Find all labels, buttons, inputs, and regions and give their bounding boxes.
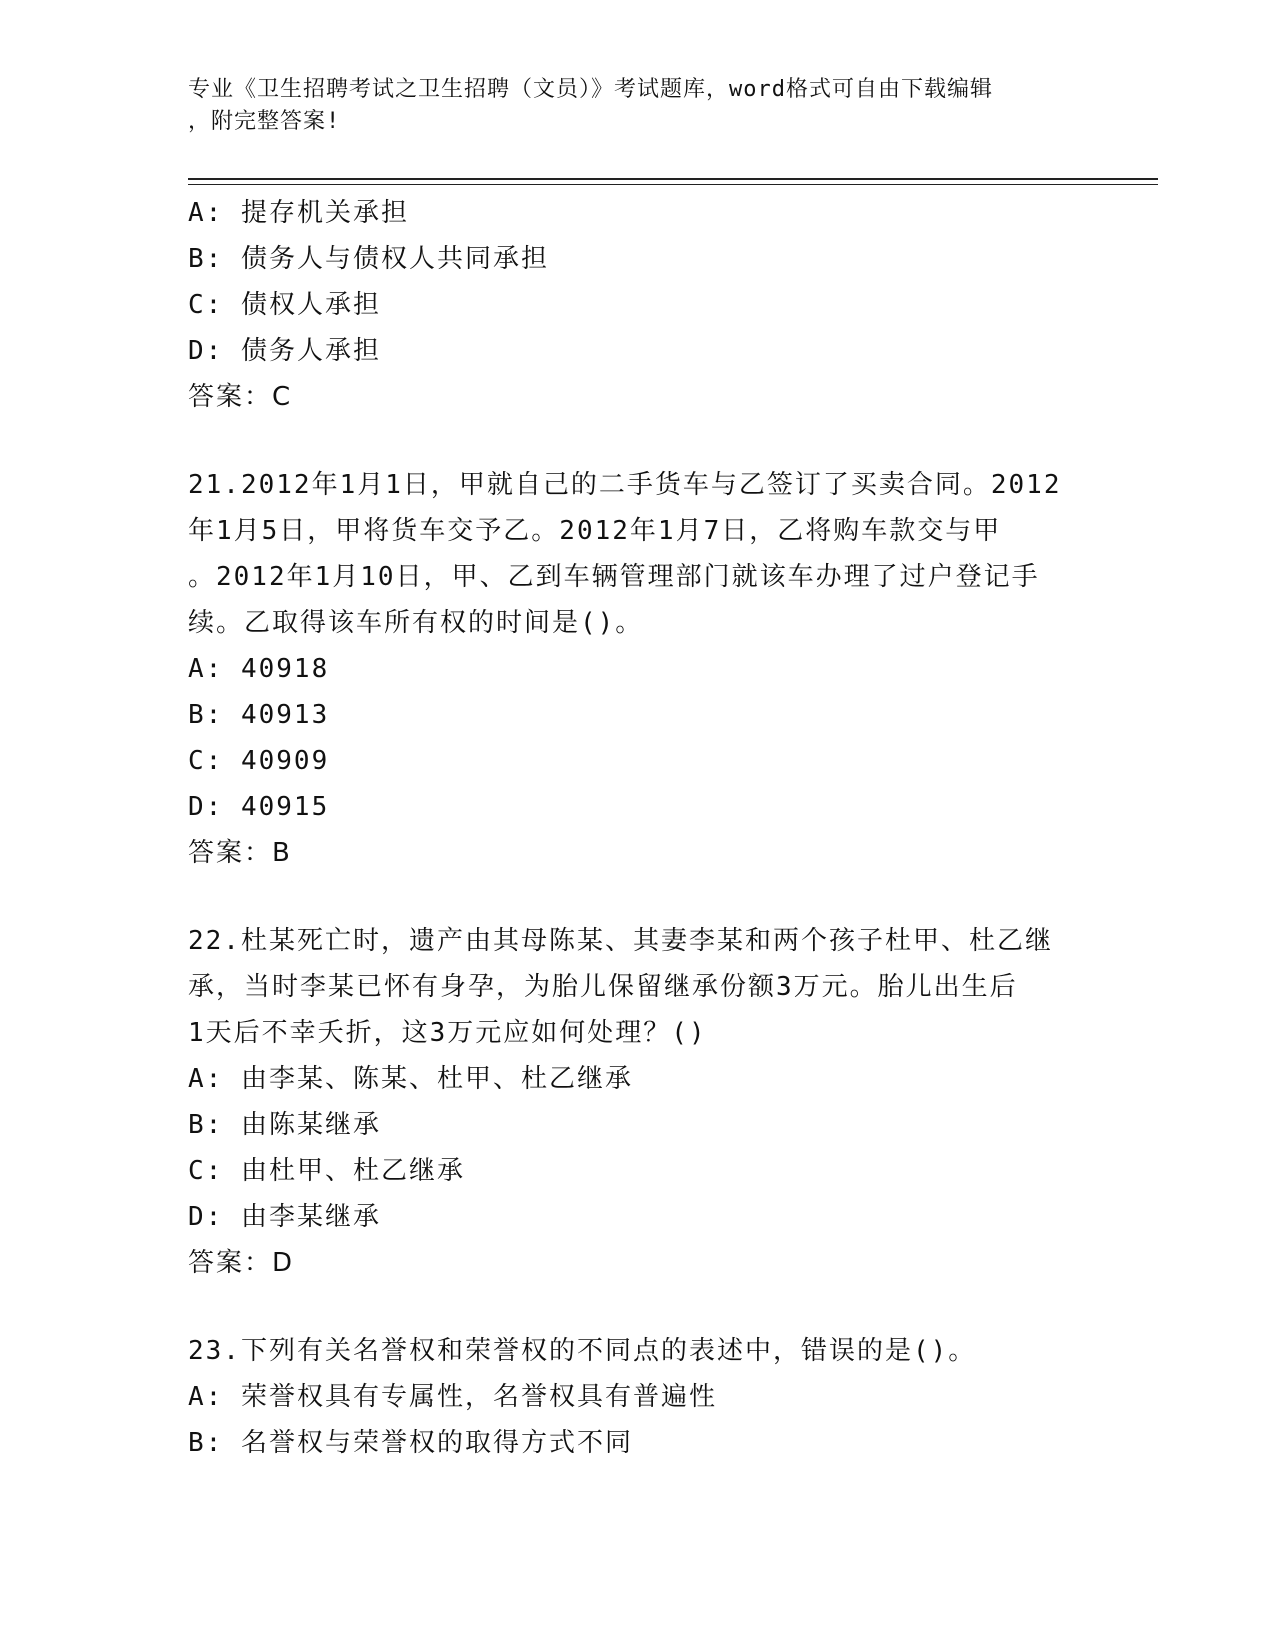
question-text-line: 22.杜某死亡时，遗产由其母陈某、其妻李某和两个孩子杜甲、杜乙继	[188, 926, 1053, 956]
question-text-line: 1天后不幸夭折，这3万元应如何处理？()	[188, 1018, 707, 1048]
header-line-1: 专业《卫生招聘考试之卫生招聘（文员）》考试题库，word格式可自由下载编辑	[188, 77, 993, 102]
option-d: D: 由李某继承	[188, 1202, 381, 1232]
option-a: A: 荣誉权具有专属性，名誉权具有普遍性	[188, 1382, 717, 1412]
answer-line: 答案：D	[188, 1248, 295, 1278]
answer-line: 答案：C	[188, 382, 293, 412]
document-body	[188, 190, 1088, 1466]
question-text-line: 21.2012年1月1日，甲就自己的二手货车与乙签订了买卖合同。2012	[188, 470, 1062, 500]
document-header	[188, 74, 1088, 138]
option-d: D: 债务人承担	[188, 336, 381, 366]
option-d: D: 40915	[188, 792, 330, 822]
option-a: A: 40918	[188, 654, 330, 684]
option-b: B: 40913	[188, 700, 330, 730]
answer-line: 答案：B	[188, 838, 292, 868]
header-line-2: ，附完整答案!	[188, 109, 341, 134]
option-c: C: 40909	[188, 746, 330, 776]
question-text-line: 。2012年1月10日，甲、乙到车辆管理部门就该车办理了过户登记手	[188, 562, 1040, 592]
question-22	[188, 918, 1088, 1286]
question-text-line: 续。乙取得该车所有权的时间是()。	[188, 608, 644, 638]
option-c: C: 债权人承担	[188, 290, 381, 320]
option-a: A: 提存机关承担	[188, 198, 409, 228]
option-b: B: 债务人与债权人共同承担	[188, 244, 549, 274]
header-rule	[188, 178, 1158, 180]
option-b: B: 名誉权与荣誉权的取得方式不同	[188, 1428, 633, 1458]
option-c: C: 由杜甲、杜乙继承	[188, 1156, 465, 1186]
question-text-line: 承，当时李某已怀有身孕，为胎儿保留继承份额3万元。胎儿出生后	[188, 972, 1018, 1002]
question-text-line: 23.下列有关名誉权和荣誉权的不同点的表述中，错误的是()。	[188, 1336, 977, 1366]
header-rule-thin	[188, 184, 1158, 185]
question-20-tail	[188, 190, 1088, 420]
question-21	[188, 462, 1088, 876]
question-text-line: 年1月5日，甲将货车交予乙。2012年1月7日，乙将购车款交与甲	[188, 516, 1002, 546]
question-23	[188, 1328, 1088, 1466]
option-a: A: 由李某、陈某、杜甲、杜乙继承	[188, 1064, 633, 1094]
option-b: B: 由陈某继承	[188, 1110, 381, 1140]
